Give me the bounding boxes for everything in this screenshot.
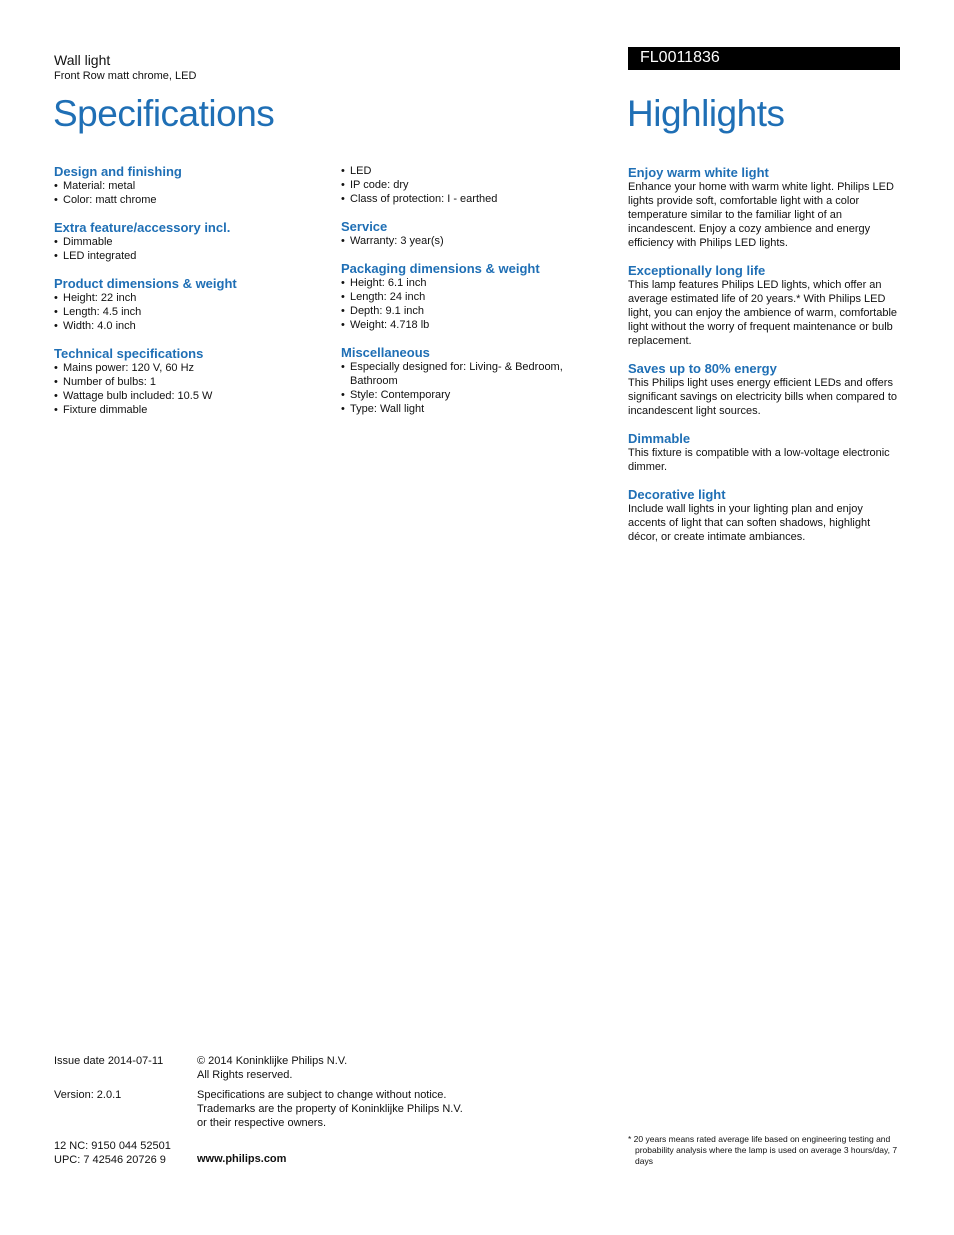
spec-item-text: Weight: 4.718 lb <box>350 319 430 331</box>
spec-item-text: Type: Wall light <box>350 403 425 415</box>
spec-section-title: Product dimensions & weight <box>54 276 237 291</box>
spec-section-design-and-finishing <box>54 164 324 207</box>
highlight-text: This lamp features Philips LED lights, which offer an average estimated life of 20 years.* With Philips LED light, you can enjoy the ambience of warm, comfortable light without the worry of frequent maintenance or bulb replacement. <box>628 279 898 347</box>
spec-item <box>54 361 324 375</box>
highlight-dimmable <box>628 431 903 474</box>
spec-section-extra-feature-accessory-incl <box>54 220 324 263</box>
spec-item <box>54 389 324 403</box>
spec-item <box>54 375 324 389</box>
highlight-text: Enhance your home with warm white light. Philips LED lights provide soft, comfortable light with a color temperature similar to the familiar light of an incandescent. Enjoy a cozy ambience and energy efficiency with Philips LED lights. <box>628 181 894 249</box>
nc-code: 12 NC: 9150 044 52501 <box>54 1140 171 1152</box>
spec-item <box>54 305 324 319</box>
spec-item-text: IP code: dry <box>350 179 409 191</box>
spec-item-text: Depth: 9.1 inch <box>350 305 424 317</box>
highlight-decorative-light <box>628 487 903 544</box>
website-link[interactable]: www.philips.com <box>197 1153 287 1165</box>
footnote: * 20 years means rated average life based on engineering testing and probability analysis where the lamp is used on average 3 hours/day, 7 days <box>628 1134 898 1166</box>
spec-item <box>341 318 611 332</box>
spec-item <box>341 178 611 192</box>
spec-section-title: Packaging dimensions & weight <box>341 261 540 276</box>
highlight-title: Decorative light <box>628 487 726 502</box>
spec-section-service <box>341 219 611 248</box>
spec-item-text: Length: 24 inch <box>350 291 426 303</box>
product-code: FL0011836 <box>640 49 720 66</box>
product-type: Wall light <box>54 52 111 68</box>
spec-item <box>341 192 611 206</box>
spec-item-text: Number of bulbs: 1 <box>63 376 156 388</box>
spec-item-text: Color: matt chrome <box>63 194 157 206</box>
spec-item <box>54 319 324 333</box>
spec-item <box>54 179 324 193</box>
spec-section-miscellaneous <box>341 345 611 416</box>
spec-section-title: Extra feature/accessory incl. <box>54 220 231 235</box>
product-code-banner <box>628 47 900 70</box>
spec-item-text: Height: 22 inch <box>63 292 137 304</box>
spec-item <box>54 235 324 249</box>
spec-item <box>54 193 324 207</box>
spec-item-text: Width: 4.0 inch <box>63 320 136 332</box>
highlights-column <box>628 165 903 557</box>
highlight-exceptionally-long-life <box>628 263 903 348</box>
notice-line-2: Trademarks are the property of Koninklijke Philips N.V. <box>197 1103 463 1115</box>
spec-item <box>341 304 611 318</box>
specifications-column-a <box>54 164 324 430</box>
spec-item-text: Class of protection: I - earthed <box>350 193 498 205</box>
highlight-title: Enjoy warm white light <box>628 165 769 180</box>
spec-section-title: Miscellaneous <box>341 345 430 360</box>
spec-section-packaging-dimensions-weight <box>341 261 611 332</box>
spec-item <box>54 291 324 305</box>
spec-item-text: Fixture dimmable <box>63 404 148 416</box>
rights-line: All Rights reserved. <box>197 1069 293 1081</box>
highlight-saves-up-to-80-energy <box>628 361 903 418</box>
version: Version: 2.0.1 <box>54 1089 122 1101</box>
specifications-heading: Specifications <box>53 93 275 134</box>
highlight-text: This fixture is compatible with a low-voltage electronic dimmer. <box>628 447 890 473</box>
legal-notice <box>197 1088 497 1130</box>
specifications-column-b <box>341 164 611 429</box>
spec-item <box>341 290 611 304</box>
spec-section-title: Technical specifications <box>54 346 204 361</box>
copyright-line: © 2014 Koninklijke Philips N.V. <box>197 1055 348 1067</box>
spec-item <box>341 360 611 388</box>
spec-item-text: Warranty: 3 year(s) <box>350 235 444 247</box>
spec-item <box>341 276 611 290</box>
spec-item-text: Especially designed for: Living- & Bedroom, Bathroom <box>350 361 563 387</box>
copyright <box>197 1054 347 1082</box>
spec-section-continued <box>341 164 611 206</box>
spec-item-text: LED <box>350 165 372 177</box>
highlights-heading: Highlights <box>627 93 785 134</box>
spec-item <box>341 402 611 416</box>
notice-line-3: or their respective owners. <box>197 1117 326 1129</box>
spec-section-product-dimensions-weight <box>54 276 324 333</box>
highlight-title: Dimmable <box>628 431 691 446</box>
issue-date: Issue date 2014-07-11 <box>54 1055 164 1067</box>
highlight-title: Exceptionally long life <box>628 263 766 278</box>
spec-item <box>341 164 611 178</box>
spec-item <box>341 234 611 248</box>
spec-item-text: Material: metal <box>63 180 136 192</box>
highlight-text: This Philips light uses energy efficient LEDs and offers significant savings on electricity bills when compared to incandescent light sources. <box>628 377 898 417</box>
product-codes <box>54 1139 171 1167</box>
notice-line-1: Specifications are subject to change without notice. <box>197 1089 447 1101</box>
highlight-enjoy-warm-white-light <box>628 165 903 250</box>
highlight-title: Saves up to 80% energy <box>628 361 777 376</box>
upc-code: UPC: 7 42546 20726 9 <box>54 1154 166 1166</box>
spec-item <box>54 403 324 417</box>
spec-section-technical-specifications <box>54 346 324 417</box>
spec-item-text: LED integrated <box>63 250 137 262</box>
spec-item-text: Wattage bulb included: 10.5 W <box>63 390 213 402</box>
spec-item-text: Length: 4.5 inch <box>63 306 142 318</box>
spec-item-text: Mains power: 120 V, 60 Hz <box>63 362 195 374</box>
spec-item <box>54 249 324 263</box>
spec-item-text: Height: 6.1 inch <box>350 277 427 289</box>
highlight-text: Include wall lights in your lighting plan and enjoy accents of light that can soften shadows, highlight décor, or create intimate ambiances. <box>628 503 871 543</box>
spec-section-title: Service <box>341 219 388 234</box>
spec-item-text: Dimmable <box>63 236 113 248</box>
spec-item <box>341 388 611 402</box>
product-description: Front Row matt chrome, LED <box>54 70 197 82</box>
spec-item-text: Style: Contemporary <box>350 389 451 401</box>
spec-section-title: Design and finishing <box>54 164 182 179</box>
